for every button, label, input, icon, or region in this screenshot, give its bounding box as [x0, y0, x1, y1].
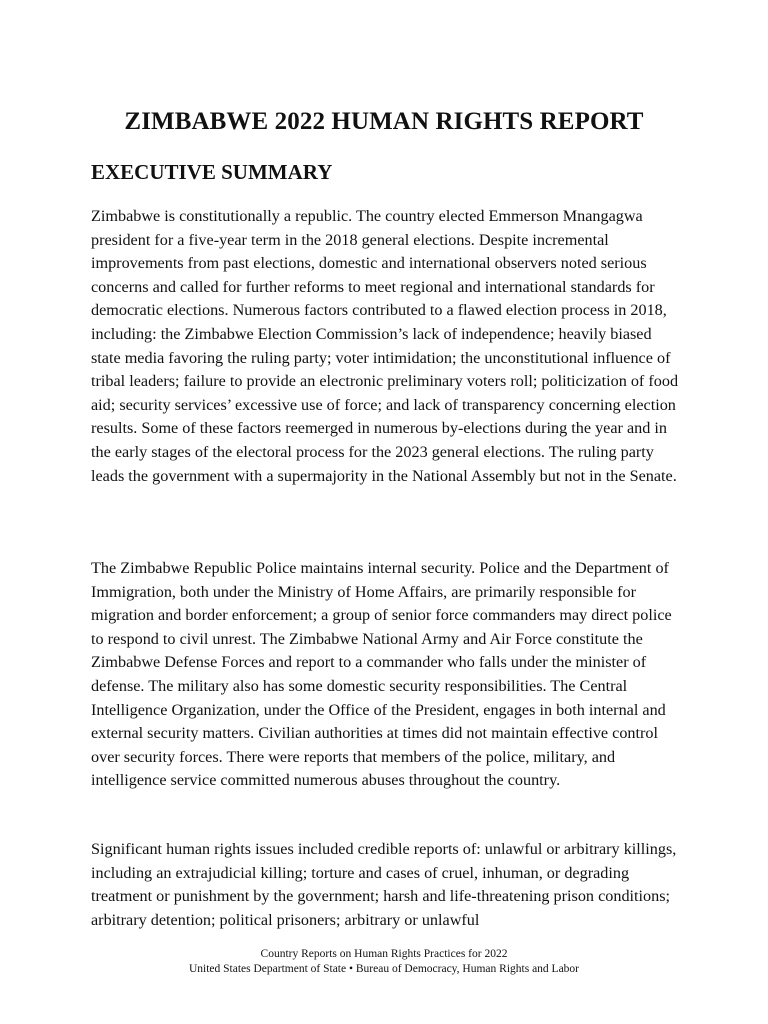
section-heading: EXECUTIVE SUMMARY	[91, 160, 333, 184]
paragraph-political-context: Zimbabwe is constitutionally a republic. The country elected Emmerson Mnangagwa president for a five-year term in the 2018 general elections. Despite incremental improvements from past elections, domestic and international observers noted serious concerns and called for further reforms to meet regional and international standards for democratic elections. Numerous factors contributed to a flawed election process in 2018, including: the Zimbabwe Election Commission’s lack of independence; heavily biased state media favoring the ruling party; voter intimidation; the unconstitutional influence of tribal leaders; failure to provide an electronic preliminary voters roll; politicization of food aid; security services’ excessive use of force; and lack of transparency concerning election results. Some of these factors reemerged in numerous by-elections during the year and in the early stages of the electoral process for the 2023 general elections. The ruling party leads the government with a supermajority in the National Assembly but not in the Senate.	[91, 207, 679, 485]
footer-report-name: Country Reports on Human Rights Practices for 2022	[260, 948, 508, 960]
paragraph-human-rights-issues: Significant human rights issues included credible reports of: unlawful or arbitrary killings, including an extrajudicial killing; torture and cases of cruel, inhuman, or degrading treatment or punishment by the government; harsh and life-threatening prison conditions; arbitrary detention; political prisoners; arbitrary or unlawful	[91, 840, 677, 929]
paragraph-security-forces: The Zimbabwe Republic Police maintains internal security. Police and the Department of Immigration, both under the Ministry of Home Affairs, are primarily responsible for migration and border enforcement; a group of senior force commanders may direct police to respond to civil unrest. The Zimbabwe National Army and Air Force constitute the Zimbabwe Defense Forces and report to a commander who falls under the minister of defense. The military also has some domestic security responsibilities. The Central Intelligence Organization, under the Office of the President, engages in both internal and external security matters. Civilian authorities at times did not maintain effective control over security forces. There were reports that members of the police, military, and intelligence service committed numerous abuses throughout the country.	[91, 559, 672, 790]
report-title: ZIMBABWE 2022 HUMAN RIGHTS REPORT	[124, 108, 644, 135]
footer-department: United States Department of State • Bureau of Democracy, Human Rights and Labor	[188, 963, 580, 975]
